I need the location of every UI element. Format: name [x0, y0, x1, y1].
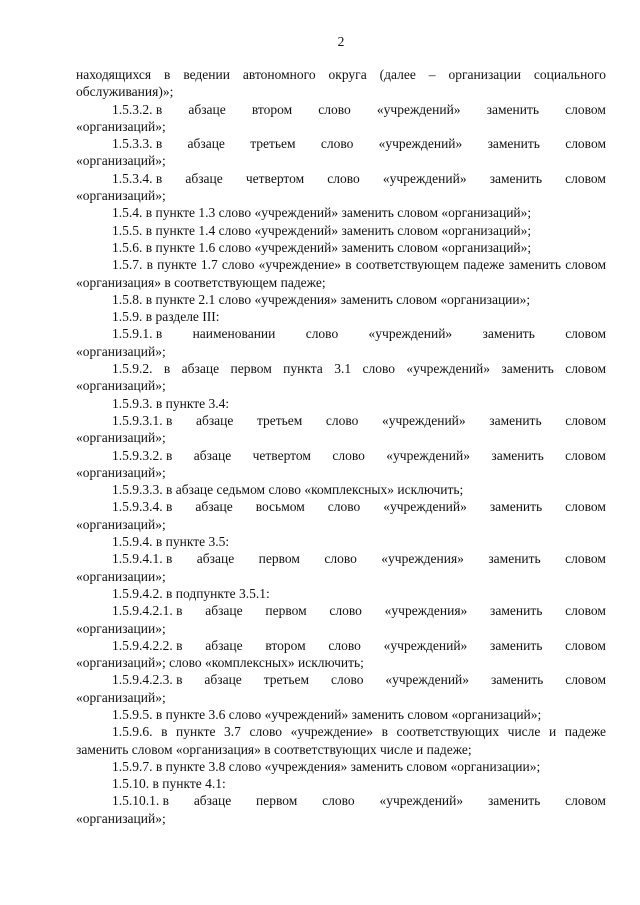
word: 1.5.9.4.2.1. в	[112, 603, 183, 619]
word: «учреждений»	[382, 412, 466, 428]
document-body	[76, 66, 606, 827]
word: третьем	[256, 412, 303, 428]
word: 1.5.9.3.2. в	[112, 447, 173, 463]
word: заменить	[487, 793, 541, 809]
paragraph-continuation: «организаций»;	[76, 343, 166, 359]
word: слово	[320, 136, 354, 152]
paragraph	[76, 447, 606, 482]
page-number: 2	[337, 34, 345, 49]
word: слово	[327, 499, 361, 515]
word: словом	[565, 672, 606, 688]
paragraph: 1.5.9.2. в абзаце первом пункта 3.1 слово «учреждений» заменить словом «организаций»;	[76, 361, 606, 394]
word: словом	[565, 326, 606, 342]
paragraph: 1.5.8. в пункте 2.1 слово «учреждения» заменить словом «организации»;	[112, 291, 531, 307]
word: «учреждений»	[376, 101, 461, 117]
word: заменить	[482, 326, 535, 342]
word: заменить	[489, 170, 543, 186]
word: заменить	[489, 499, 543, 515]
word: «учреждений»	[385, 672, 470, 688]
word: абзаце	[195, 412, 234, 428]
paragraph: 1.5.9.7. в пункте 3.8 слово «учреждения» заменить словом «организации»;	[112, 758, 541, 774]
paragraph	[76, 498, 606, 533]
paragraph	[76, 325, 606, 360]
word: абзаце	[204, 672, 242, 688]
word: третьем	[263, 672, 310, 688]
paragraph	[76, 792, 606, 827]
word: 1.5.9.4.2.2. в	[112, 637, 183, 653]
word: абзаце	[205, 637, 243, 653]
paragraph-continuation: «организации»;	[76, 620, 166, 636]
word: словом	[565, 637, 606, 653]
word: «учреждений»	[378, 136, 463, 152]
word: словом	[565, 551, 606, 567]
word: «учреждений»	[386, 447, 470, 463]
word: заменить	[490, 672, 544, 688]
word: словом	[565, 101, 606, 117]
word: абзаце	[195, 499, 233, 515]
word: словом	[565, 136, 606, 152]
word: слово	[327, 170, 360, 186]
paragraph-continuation: «организаций»;	[76, 430, 166, 446]
word: словом	[565, 603, 606, 619]
paragraph: 1.5.9. в разделе III:	[112, 309, 220, 325]
paragraph-first-line	[76, 101, 606, 118]
word: 1.5.3.4. в	[112, 170, 163, 186]
word: первом	[265, 603, 307, 619]
word: слово	[325, 412, 359, 428]
word: 1.5.9.4.1. в	[112, 551, 173, 567]
word: 1.5.3.2. в	[112, 101, 163, 117]
word: «учреждений»	[368, 326, 453, 342]
word: «учреждения»	[381, 551, 464, 567]
paragraph: 1.5.5. в пункте 1.4 слово «учреждений» заменить словом «организаций»;	[112, 222, 532, 238]
word: втором	[265, 637, 306, 653]
paragraph: 1.5.9.4. в пункте 3.5:	[112, 534, 230, 550]
word: наименовании	[192, 326, 276, 342]
word: четвертом	[245, 170, 305, 186]
word: слово	[318, 101, 351, 117]
word: словом	[565, 793, 606, 809]
word: заменить	[489, 412, 542, 428]
word: первом	[256, 793, 298, 809]
paragraph: 1.5.9.3.3. в абзаце седьмом слово «комплексных» исключить;	[112, 482, 464, 498]
paragraph-continuation: «организаций»;	[76, 689, 166, 705]
word: четвертом	[252, 447, 311, 463]
paragraph-first-line	[76, 170, 606, 187]
word: абзаце	[205, 603, 243, 619]
word: слово	[324, 551, 357, 567]
paragraph-continuation: «организаций»;	[76, 188, 166, 204]
paragraph	[76, 101, 606, 136]
word: «учреждений»	[383, 499, 467, 515]
word: слово	[329, 603, 362, 619]
word: заменить	[490, 603, 543, 619]
paragraph	[76, 412, 606, 447]
word: словом	[565, 412, 606, 428]
paragraph-continuation: «организаций»; слово «комплексных» исключить;	[76, 655, 364, 671]
paragraph	[76, 135, 606, 170]
paragraph-first-line	[76, 135, 606, 152]
word: абзаце	[185, 170, 223, 186]
paragraph	[76, 602, 606, 637]
word: заменить	[487, 136, 540, 152]
paragraph-first-line	[76, 447, 606, 464]
paragraph-continuation: «организаций»;	[76, 153, 166, 169]
word: «учреждения»	[384, 603, 468, 619]
word: заменить	[490, 637, 543, 653]
paragraph: 1.5.9.6. в пункте 3.7 слово «учреждение» в соответствующих числе и падеже заменить словом «организация» в соответствующих числе и падеже;	[76, 724, 606, 757]
word: 1.5.10.1. в	[112, 793, 169, 809]
paragraph: 1.5.6. в пункте 1.6 слово «учреждений» заменить словом «организаций»;	[112, 239, 532, 255]
paragraph-continuation: «организации»;	[76, 568, 166, 584]
word: 1.5.9.4.2.3. в	[112, 672, 183, 688]
word: абзаце	[187, 136, 225, 152]
paragraph-first-line	[76, 602, 606, 619]
paragraph-first-line	[76, 498, 606, 515]
paragraph: 1.5.7. в пункте 1.7 слово «учреждение» в соответствующем падеже заменить словом «организация» в соответствующем падеже;	[76, 257, 606, 290]
paragraph: 1.5.4. в пункте 1.3 слово «учреждений» заменить словом «организаций»;	[112, 205, 532, 221]
paragraph: 1.5.10. в пункте 4.1:	[112, 776, 226, 792]
word: втором	[251, 101, 293, 117]
word: слово	[330, 672, 364, 688]
word: третьем	[250, 136, 296, 152]
paragraph-first-line	[76, 671, 606, 688]
paragraph-first-line	[76, 412, 606, 429]
word: абзаце	[196, 551, 235, 567]
paragraph-continuation: «организаций»;	[76, 810, 166, 826]
paragraph	[76, 637, 606, 672]
paragraph	[76, 671, 606, 706]
word: 1.5.9.1. в	[112, 326, 163, 342]
word: восьмом	[255, 499, 305, 515]
paragraph-first-line	[76, 325, 606, 342]
paragraph	[76, 170, 606, 205]
paragraph-continuation: «организаций»;	[76, 516, 166, 532]
paragraph-continuation: «организаций»;	[76, 118, 166, 134]
word: заменить	[488, 551, 541, 567]
word: заменить	[491, 447, 544, 463]
word: «учреждений»	[379, 793, 464, 809]
paragraph: 1.5.9.3. в пункте 3.4:	[112, 395, 230, 411]
word: «учреждений»	[382, 170, 467, 186]
paragraph-continuation: «организаций»;	[76, 464, 166, 480]
word: словом	[565, 447, 606, 463]
word: абзаце	[193, 447, 232, 463]
paragraph: 1.5.9.4.2. в подпункте 3.5.1:	[112, 585, 270, 601]
word: «учреждений»	[383, 637, 468, 653]
word: заменить	[486, 101, 540, 117]
paragraph	[76, 550, 606, 585]
paragraph-first-line	[76, 550, 606, 567]
paragraph-first-line	[76, 792, 606, 809]
paragraph: 1.5.9.5. в пункте 3.6 слово «учреждений» заменить словом «организаций»;	[112, 706, 542, 722]
word: слово	[322, 793, 355, 809]
paragraph-first-line	[76, 637, 606, 654]
word: слово	[332, 447, 365, 463]
word: 1.5.9.3.4. в	[112, 499, 173, 515]
word: абзаце	[193, 793, 232, 809]
paragraph: находящихся в ведении автономного округа (далее – организации социального обслуживания)»;	[76, 67, 606, 100]
word: слово	[305, 326, 339, 342]
word: 1.5.3.3. в	[112, 136, 163, 152]
word: 1.5.9.3.1. в	[112, 412, 173, 428]
word: абзаце	[188, 101, 226, 117]
word: слово	[328, 637, 361, 653]
word: словом	[565, 499, 606, 515]
word: первом	[258, 551, 300, 567]
word: словом	[565, 170, 606, 186]
